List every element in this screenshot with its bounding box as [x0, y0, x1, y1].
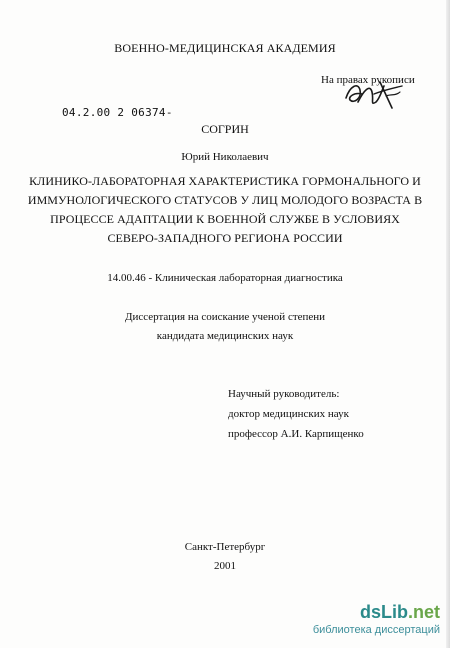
- city: Санкт-Петербург: [184, 541, 266, 553]
- author-surname: СОГРИН: [201, 122, 249, 136]
- watermark-logo: [313, 602, 440, 622]
- watermark-logo-part1: dsLib: [359, 602, 408, 622]
- advisor-degree: доктор медицинских наук: [228, 408, 349, 420]
- degree-statement: [0, 308, 450, 346]
- author-full-name: Юрий Николаевич: [181, 151, 269, 163]
- specialty-code: 14.00.46 - Клиническая лабораторная диагностика: [107, 272, 343, 284]
- watermark-logo-part2: .net: [407, 602, 440, 622]
- handwritten-signature: [340, 72, 406, 114]
- catalog-number: 04.2.00 2 06374-: [62, 106, 173, 119]
- title-line: КЛИНИКО-ЛАБОРАТОРНАЯ ХАРАКТЕРИСТИКА ГОРМОНАЛЬНОГО И: [29, 174, 421, 188]
- degree-line-1: Диссертация на соискание ученой степени: [124, 311, 326, 323]
- advisor-label: Научный руководитель:: [228, 388, 340, 400]
- site-watermark: [313, 602, 440, 637]
- title-line: ИММУНОЛОГИЧЕСКОГО СТАТУСОВ У ЛИЦ МОЛОДОГО ВОЗРАСТА В: [27, 193, 423, 207]
- advisor-name: профессор А.И. Карпищенко: [228, 428, 364, 440]
- title-line: СЕВЕРО-ЗАПАДНОГО РЕГИОНА РОССИИ: [107, 231, 343, 245]
- scientific-advisor: [228, 384, 364, 444]
- dissertation-title: [0, 172, 450, 248]
- degree-line-2: кандидата медицинских наук: [156, 330, 294, 342]
- manuscript-rights-note: На правах рукописи: [321, 74, 415, 86]
- academy-name: ВОЕННО-МЕДИЦИНСКАЯ АКАДЕМИЯ: [114, 41, 336, 55]
- title-line: ПРОЦЕССЕ АДАПТАЦИИ К ВОЕННОЙ СЛУЖБЕ В УСЛОВИЯХ: [50, 212, 400, 226]
- year: 2001: [214, 560, 236, 572]
- watermark-subtitle: библиотека диссертаций: [312, 624, 440, 636]
